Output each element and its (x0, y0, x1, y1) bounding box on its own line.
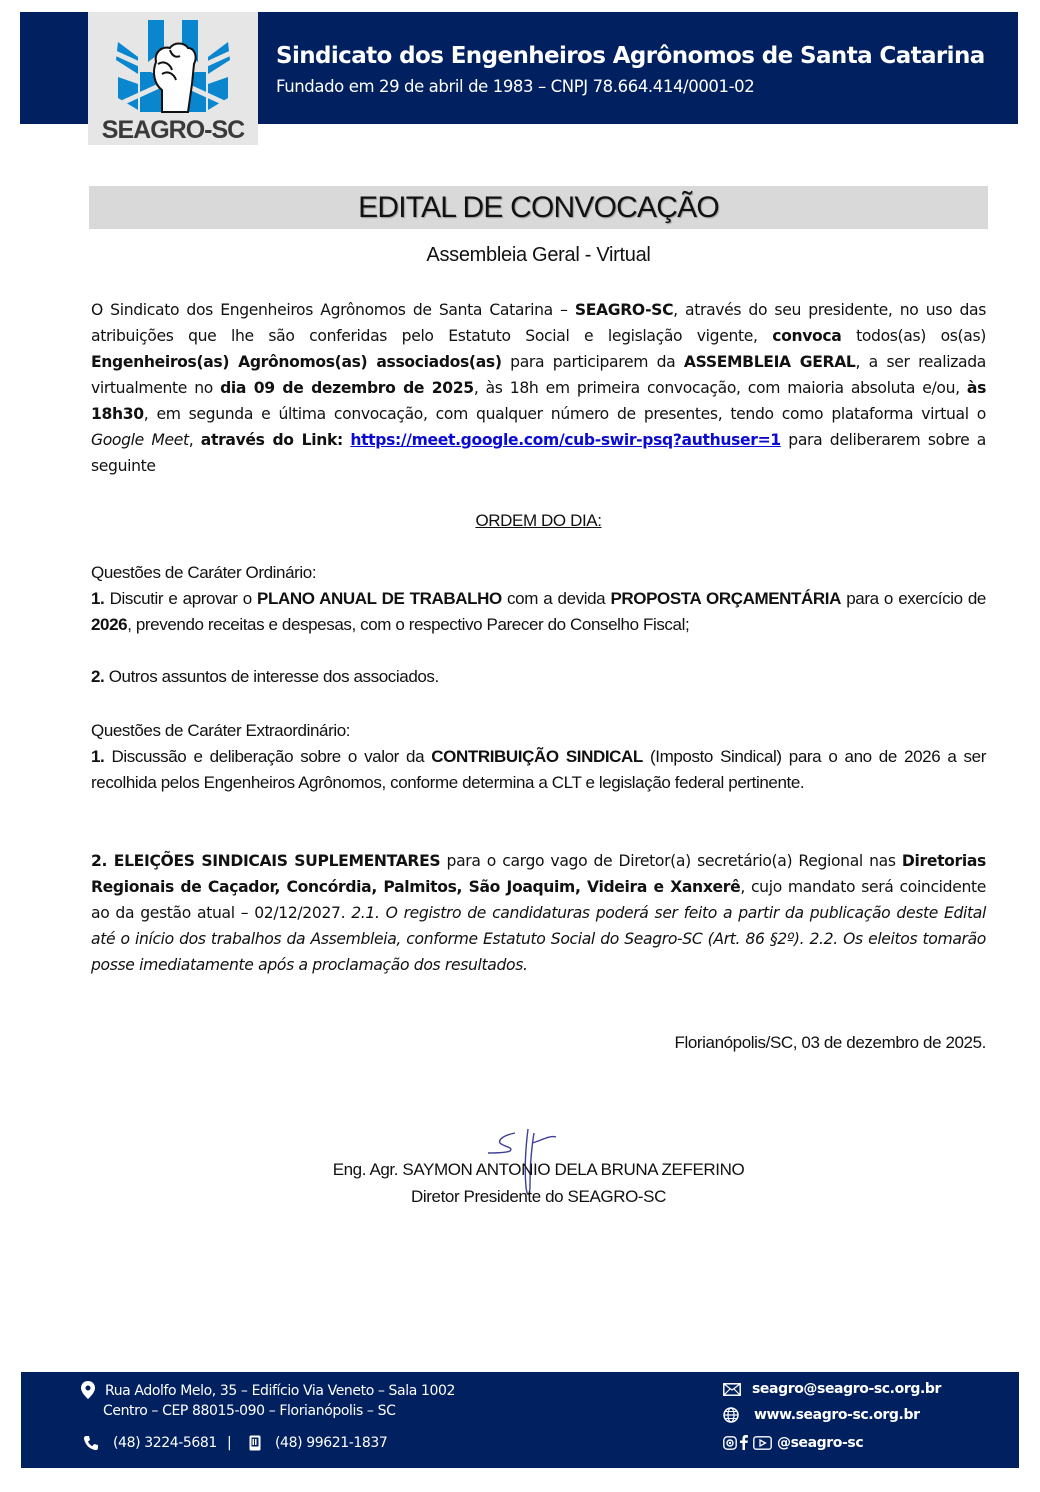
intro-bold: através do Link: (200, 431, 343, 449)
phone-number[interactable]: (48) 3224-5681 (113, 1435, 217, 1451)
agenda-title: ORDEM DO DIA: (475, 511, 602, 530)
logo (88, 12, 258, 145)
contact-separator: | (227, 1435, 232, 1451)
globe-icon (723, 1407, 739, 1423)
envelope-icon (723, 1383, 741, 1396)
extraordinary-heading: Questões de Caráter Extraordinário: (91, 721, 351, 740)
extraordinary-item-2 (91, 848, 986, 978)
intro-text: , a ser realizada virtualmente no (91, 353, 987, 397)
intro-text: , (188, 431, 201, 449)
item-text: Discussão e deliberação sobre o valor da (104, 747, 432, 766)
intro-paragraph (91, 297, 986, 479)
item-text: para o cargo vago de Diretor(a) secretário(a) Regional nas (440, 852, 902, 870)
title-bar (89, 186, 988, 229)
item-number: 2. (91, 667, 105, 686)
item-bold: 2. ELEIÇÕES SINDICAIS SUPLEMENTARES (91, 852, 441, 870)
ordinary-item-1 (91, 586, 986, 638)
platform-name: Google Meet (91, 431, 189, 449)
item-number: 1. (91, 747, 105, 766)
phone-icon (83, 1435, 99, 1451)
mobile-number[interactable]: (48) 99621-1837 (275, 1435, 388, 1451)
item-text: para o exercício de (841, 589, 986, 608)
signer-name: Eng. Agr. SAYMON ANTONIO DELA BRUNA ZEFERINO (332, 1160, 745, 1179)
org-name: Sindicato dos Engenheiros Agrônomos de Santa Catarina (276, 43, 985, 69)
item-bold: PLANO ANUAL DE TRABALHO (257, 589, 502, 608)
item-number: 1. (91, 589, 105, 608)
document-title: EDITAL DE CONVOCAÇÃO (358, 191, 719, 224)
youtube-icon[interactable] (753, 1436, 772, 1450)
email-link[interactable]: seagro@seagro-sc.org.br (752, 1381, 941, 1397)
item-text: Outros assuntos de interesse dos associados. (104, 667, 439, 686)
intro-text: , em segunda e última convocação, com qualquer número de presentes, tendo como plataforma virtual o (143, 405, 986, 423)
item-bold: 2026 (91, 615, 128, 634)
address-line-2: Centro – CEP 88015-090 – Florianópolis – SC (103, 1403, 396, 1419)
intro-text: para participarem da (501, 353, 684, 371)
facebook-icon[interactable] (740, 1435, 748, 1450)
intro-bold: convoca (772, 327, 842, 345)
item-text: (Imposto Sindical) para o ano de 2026 a ser recolhida pelos Engenheiros Agrônomos, conforme determina a CLT e legislação federal pertinente. (91, 747, 986, 792)
intro-bold: Engenheiros(as) Agrônomos(as) associados(as) (91, 353, 502, 371)
intro-text: , às 18h em primeira convocação, com maioria absoluta e/ou, (473, 379, 967, 397)
intro-text: todos(as) os(as) (841, 327, 987, 345)
second-call-time: às 18h30 (91, 379, 987, 423)
ordinary-item-2 (91, 664, 986, 690)
item-text: Discutir e aprovar o (104, 589, 258, 608)
footer (21, 1372, 1019, 1468)
item-text: com a devida (501, 589, 611, 608)
signer-role: Diretor Presidente do SEAGRO-SC (411, 1187, 666, 1206)
intro-bold: ASSEMBLEIA GERAL (683, 353, 856, 371)
intro-text: , através do seu presidente, no uso das atribuições que lhe são conferidas pelo Estatuto Social e legislação vigente, (91, 301, 986, 345)
extraordinary-item-1 (91, 744, 986, 796)
org-subtitle: Fundado em 29 de abril de 1983 – CNPJ 78.664.414/0001-02 (276, 77, 755, 96)
item-bold: Diretorias Regionais de Caçador, Concórdia, Palmitos, São Joaquim, Videira e Xanxerê (91, 852, 986, 896)
intro-text: para deliberarem sobre a seguinte (91, 431, 986, 475)
mobile-icon (249, 1435, 261, 1451)
seagro-logo-icon (88, 12, 258, 145)
item-italic: 2.1. O registro de candidaturas poderá ser feito a partir da publicação deste Edital até o início dos trabalhos da Assembleia, conforme Estatuto Social do Seagro-SC (Art. 86 §2º). 2.2. Os eleitos tomarão posse imediatamente após a proclamação dos resultados. (91, 904, 986, 974)
website-link[interactable]: www.seagro-sc.org.br (754, 1407, 920, 1423)
agenda-title-wrap (91, 508, 986, 534)
item-bold: CONTRIBUIÇÃO SINDICAL (431, 747, 643, 766)
place-date: Florianópolis/SC, 03 de dezembro de 2025. (674, 1033, 986, 1052)
intro-bold: SEAGRO-SC (574, 301, 674, 319)
item-bold: PROPOSTA ORÇAMENTÁRIA (610, 589, 841, 608)
item-text: , cujo mandato será coincidente ao da gestão atual – 02/12/2027. (91, 878, 986, 922)
ordinary-heading: Questões de Caráter Ordinário: (91, 563, 317, 582)
instagram-icon[interactable] (723, 1436, 737, 1450)
address-line-1: Rua Adolfo Melo, 35 – Edifício Via Veneto – Sala 1002 (105, 1383, 455, 1399)
document-subtitle: Assembleia Geral - Virtual (426, 244, 651, 266)
intro-text: O Sindicato dos Engenheiros Agrônomos de Santa Catarina – (91, 301, 575, 319)
meeting-date: dia 09 de dezembro de 2025 (220, 379, 474, 397)
logo-text: SEAGRO-SC (101, 116, 245, 144)
meet-link[interactable]: https://meet.google.com/cub-swir-psq?authuser=1 (350, 431, 781, 449)
item-text: , prevendo receitas e despesas, com o respectivo Parecer do Conselho Fiscal; (127, 615, 690, 634)
social-handle[interactable]: @seagro-sc (777, 1435, 864, 1451)
location-pin-icon (81, 1381, 95, 1399)
